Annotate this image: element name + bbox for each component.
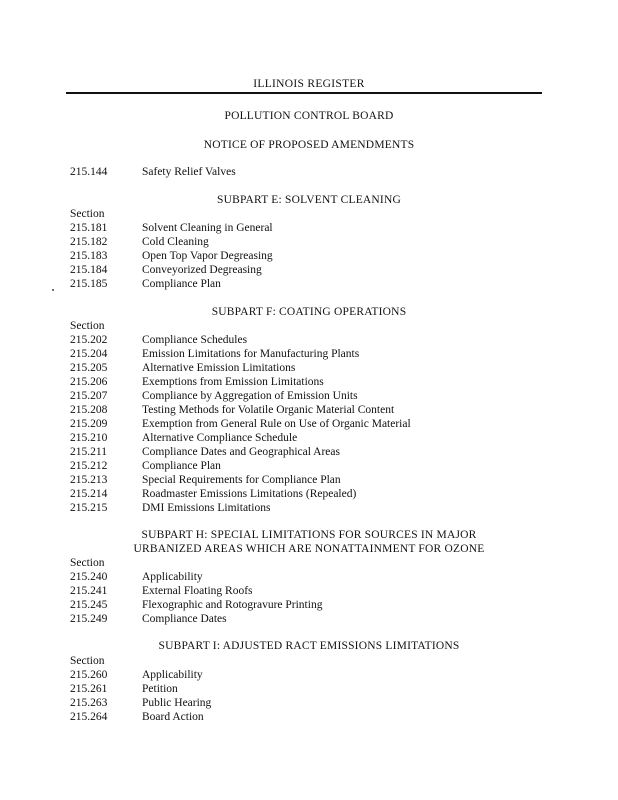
board-name: POLLUTION CONTROL BOARD [224, 110, 394, 122]
section-title: Solvent Cleaning in General [142, 222, 273, 234]
section-number: 215.261 [70, 683, 108, 695]
subpart-heading-continued: URBANIZED AREAS WHICH ARE NONATTAINMENT FOR OZONE [133, 543, 485, 555]
section-number: 215.144 [70, 166, 108, 178]
subpart-heading: SUBPART E: SOLVENT CLEANING [217, 194, 401, 206]
section-number: 215.204 [70, 348, 108, 360]
section-title: Compliance by Aggregation of Emission Units [142, 390, 358, 402]
section-number: 215.240 [70, 571, 108, 583]
section-title: External Floating Roofs [142, 585, 253, 597]
section-title: DMI Emissions Limitations [142, 502, 271, 514]
section-number: 215.211 [70, 446, 107, 458]
section-number: 215.183 [70, 250, 108, 262]
section-number: 215.263 [70, 697, 108, 709]
section-title: Applicability [142, 669, 203, 681]
section-number: 215.184 [70, 264, 108, 276]
section-number: 215.185 [70, 278, 108, 290]
section-title: Emission Limitations for Manufacturing Plants [142, 348, 360, 360]
section-number: 215.202 [70, 334, 108, 346]
section-number: 215.245 [70, 599, 108, 611]
section-title: Compliance Dates [142, 613, 227, 625]
section-number: 215.182 [70, 236, 108, 248]
section-title: Compliance Plan [142, 460, 221, 472]
section-title: Petition [142, 683, 178, 695]
section-title: Exemption from General Rule on Use of Organic Material [142, 418, 411, 430]
section-number: 215.241 [70, 585, 108, 597]
section-title: Exemptions from Emission Limitations [142, 376, 324, 388]
header-rule [66, 92, 542, 94]
section-title: Open Top Vapor Degreasing [142, 250, 273, 262]
section-number: 215.209 [70, 418, 108, 430]
section-number: 215.214 [70, 488, 108, 500]
section-number: 215.264 [70, 711, 108, 723]
section-title: Applicability [142, 571, 203, 583]
stray-mark [52, 289, 54, 291]
section-title: Safety Relief Valves [142, 166, 236, 178]
section-title: Special Requirements for Compliance Plan [142, 474, 341, 486]
section-title: Alternative Compliance Schedule [142, 432, 298, 444]
section-number: 215.207 [70, 390, 108, 402]
section-number: 215.215 [70, 502, 108, 514]
section-title: Testing Methods for Volatile Organic Material Content [142, 404, 395, 416]
section-number: 215.206 [70, 376, 108, 388]
section-title: Flexographic and Rotogravure Printing [142, 599, 323, 611]
register-title: ILLINOIS REGISTER [253, 78, 365, 90]
notice-title: NOTICE OF PROPOSED AMENDMENTS [203, 139, 415, 151]
section-number: 215.205 [70, 362, 108, 374]
subpart-heading: SUBPART H: SPECIAL LIMITATIONS FOR SOURCES IN MAJOR [141, 529, 477, 541]
section-title: Public Hearing [142, 697, 212, 709]
section-label: Section [70, 208, 105, 220]
section-number: 215.260 [70, 669, 108, 681]
section-number: 215.210 [70, 432, 108, 444]
section-label: Section [70, 557, 105, 569]
section-title: Compliance Plan [142, 278, 221, 290]
subpart-heading: SUBPART F: COATING OPERATIONS [211, 306, 407, 318]
section-title: Board Action [142, 711, 204, 723]
section-title: Cold Cleaning [142, 236, 209, 248]
subpart-heading: SUBPART I: ADJUSTED RACT EMISSIONS LIMITATIONS [158, 640, 460, 652]
section-title: Roadmaster Emissions Limitations (Repealed) [142, 488, 357, 500]
section-number: 215.212 [70, 460, 108, 472]
section-label: Section [70, 655, 105, 667]
section-number: 215.181 [70, 222, 108, 234]
section-number: 215.213 [70, 474, 108, 486]
section-title: Alternative Emission Limitations [142, 362, 296, 374]
section-title: Conveyorized Degreasing [142, 264, 262, 276]
section-title: Compliance Dates and Geographical Areas [142, 446, 340, 458]
section-number: 215.208 [70, 404, 108, 416]
section-number: 215.249 [70, 613, 108, 625]
section-label: Section [70, 320, 105, 332]
section-title: Compliance Schedules [142, 334, 248, 346]
